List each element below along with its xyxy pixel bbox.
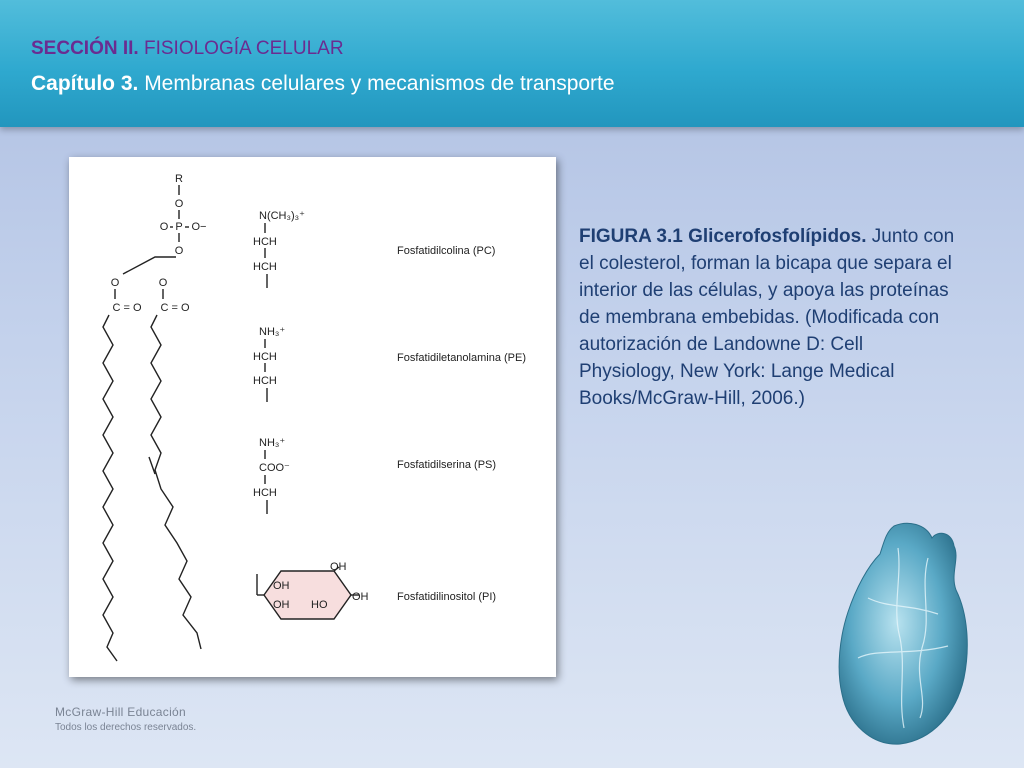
inositol-oh-top: OH <box>330 561 347 573</box>
section-name: FISIOLOGÍA CELULAR <box>143 38 344 59</box>
pe-line-1: NH₃⁺ <box>259 326 286 338</box>
inositol-oh-left-top: OH <box>273 580 290 592</box>
glycerophospholipid-diagram <box>69 157 556 677</box>
chapter-title: Membranas celulares y mecanismos de transporte <box>144 72 615 95</box>
ester-oxygen-left-label: O <box>110 277 120 289</box>
pc-name: Fosfatidilcolina (PC) <box>397 245 496 257</box>
inositol-oh-right: OH <box>352 591 369 603</box>
chapter-heading <box>31 72 615 96</box>
slide-header <box>0 0 1024 127</box>
oxygen-top-label: O <box>174 198 184 210</box>
caption-text: Junto con el colesterol, forman la bicapa que separa el interior de las células, y apoya las proteínas de membrana embebidas. (Modificada con autorización de Landowne D: Cell Physiology, New York: Lange Medical Books/McGraw-Hill, 2006.) <box>579 226 955 409</box>
carbonyl-right-label: C = O <box>160 302 190 314</box>
ps-line-1: NH₃⁺ <box>259 437 286 449</box>
oxygen-left-label: O <box>159 221 169 233</box>
heart-illustration <box>828 518 978 748</box>
pe-line-2: HCH <box>253 351 277 363</box>
pc-line-2: HCH <box>253 236 277 248</box>
ps-line-2: COO⁻ <box>259 462 290 474</box>
caption-title: FIGURA 3.1 Glicerofosfolípidos. <box>579 226 867 247</box>
figure-caption <box>579 223 959 412</box>
copyright-notice: Todos los derechos reservados. <box>55 722 197 733</box>
ps-line-3: HCH <box>253 487 277 499</box>
pi-name: Fosfatidilinositol (PI) <box>397 591 497 603</box>
inositol-oh-left-bottom: OH <box>273 599 290 611</box>
pc-line-1: N(CH₃)₃⁺ <box>259 210 305 222</box>
pe-line-3: HCH <box>253 375 277 387</box>
inositol-ring <box>264 571 351 619</box>
section-label: SECCIÓN <box>31 38 118 59</box>
oxygen-bottom-label: O <box>174 245 184 257</box>
pc-line-3: HCH <box>253 261 277 273</box>
section-number: II. <box>122 38 139 59</box>
publisher-brand: McGraw-Hill Educación <box>55 705 186 719</box>
ester-oxygen-right-label: O <box>158 277 168 289</box>
figure-image <box>69 157 556 677</box>
oxygen-minus-label: O− <box>191 221 207 233</box>
ps-name: Fosfatidilserina (PS) <box>397 459 497 471</box>
chapter-label: Capítulo 3. <box>31 72 139 95</box>
phosphorus-label: P <box>175 221 183 233</box>
section-heading <box>31 38 344 60</box>
r-label: R <box>175 173 183 185</box>
inositol-ho: HO <box>311 599 328 611</box>
carbonyl-left-label: C = O <box>112 302 142 314</box>
pe-name: Fosfatidiletanolamina (PE) <box>397 352 527 364</box>
